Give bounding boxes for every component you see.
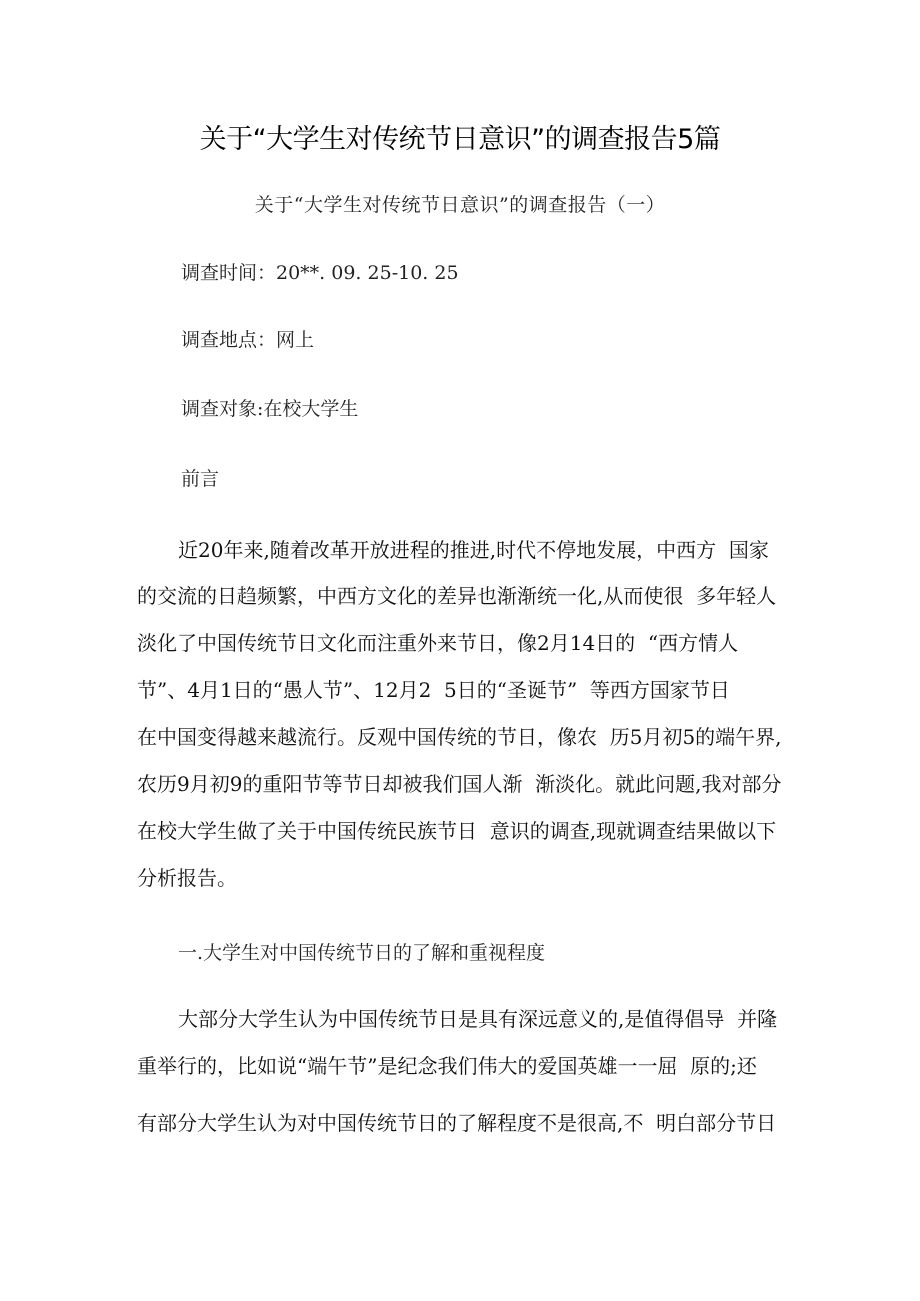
preface-line: 农历9月初9的重阳节等节日却被我们国人渐 渐淡化。就此问题,我对部分 xyxy=(137,772,782,796)
preface-line: 淡化了中国传统节日文化而注重外来节日，像2月14日的 “西方情人 xyxy=(137,631,739,655)
preface-line: 的交流的日趋频繁，中西方文化的差异也渐渐统一化,从而使很 多年轻人 xyxy=(137,584,777,608)
survey-time: 调查时间：20**. 09. 25-10. 25 xyxy=(181,262,459,284)
preface-heading: 前言 xyxy=(181,468,220,490)
preface-line: 近20年来,随着改革开放进程的推进,时代不停地发展，中西方 国家 xyxy=(178,538,769,562)
preface-line: 在校大学生做了关于中国传统民族节日 意识的调查,现就调查结果做以下 xyxy=(137,819,777,843)
section1-line: 大部分大学生认为中国传统节日是具有深远意义的,是值得倡导 并隆 xyxy=(178,1007,778,1031)
preface-line: 分析报告。 xyxy=(137,866,237,890)
preface-line: 在中国变得越来越流行。反观中国传统的节日，像农 历5月初5的端午界, xyxy=(137,725,782,749)
survey-target: 调查对象:在校大学生 xyxy=(181,398,359,420)
report-subtitle: 关于“大学生对传统节日意识”的调查报告（一） xyxy=(254,194,666,216)
preface-line: 节”、4月1日的“愚人节”、12月2 5日的“圣诞节” 等西方国家节日 xyxy=(137,678,730,702)
document-title: 关于“大学生对传统节日意识”的调查报告5篇 xyxy=(199,124,721,155)
section1-line: 重举行的，比如说“端午节”是纪念我们伟大的爱国英雄一一屈 原的;还 xyxy=(137,1054,757,1078)
section1-heading: 一.大学生对中国传统节日的了解和重视程度 xyxy=(178,942,546,964)
section1-line: 有部分大学生认为对中国传统节日的了解程度不是很高,不 明白部分节日 xyxy=(137,1111,777,1135)
survey-place: 调查地点：网上 xyxy=(181,329,315,351)
